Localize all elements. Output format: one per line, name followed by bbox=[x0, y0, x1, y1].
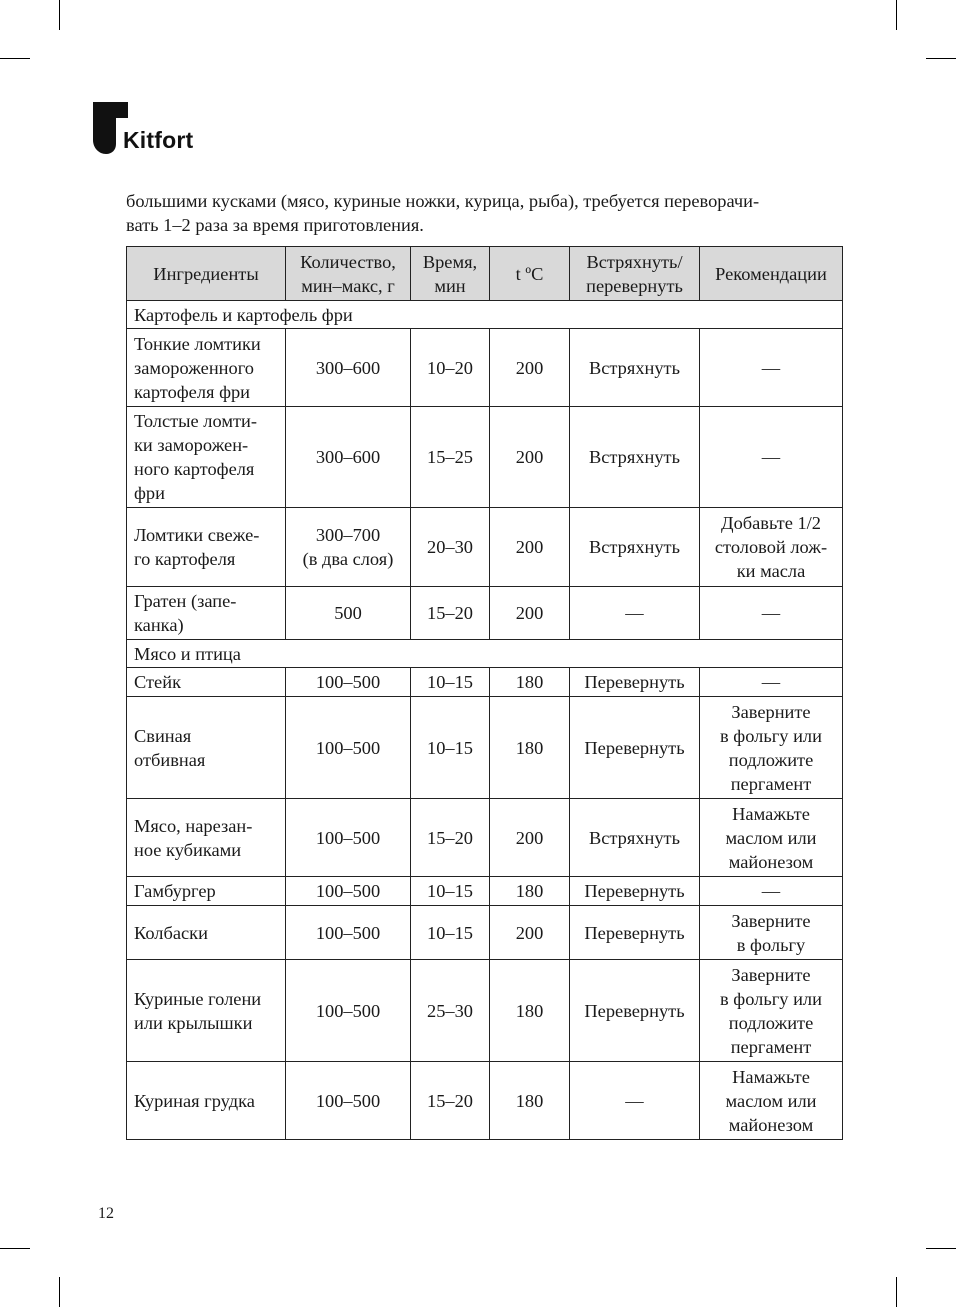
cell-time: 10–20 bbox=[411, 329, 490, 407]
cell-quantity: 100–500 bbox=[286, 877, 411, 906]
header-quantity: Количество, мин–макс, г bbox=[286, 247, 411, 301]
table-row bbox=[127, 960, 843, 1062]
header-time: Время, мин bbox=[411, 247, 490, 301]
cell-quantity: 100–500 bbox=[286, 697, 411, 799]
cell-ingredient: Колбаски bbox=[127, 906, 286, 960]
cell-recommendation: Заверните в фольгу или подложите пергамент bbox=[700, 697, 843, 799]
cell-quantity: 100–500 bbox=[286, 960, 411, 1062]
cell-ingredient: Толстые ломти- ки заморожен- ного картофеля фри bbox=[127, 407, 286, 508]
cell-recommendation: Заверните в фольгу или подложите пергамент bbox=[700, 960, 843, 1062]
cell-recommendation: — bbox=[700, 587, 843, 640]
cell-time: 15–20 bbox=[411, 587, 490, 640]
cell-temperature: 200 bbox=[490, 508, 570, 587]
cell-action: Перевернуть bbox=[570, 877, 700, 906]
header-temperature: t ºC bbox=[490, 247, 570, 301]
header-recommendations: Рекомендации bbox=[700, 247, 843, 301]
cell-recommendation: — bbox=[700, 668, 843, 697]
cell-recommendation: — bbox=[700, 407, 843, 508]
crop-mark-top-left bbox=[0, 58, 30, 59]
cell-temperature: 200 bbox=[490, 799, 570, 877]
table-row bbox=[127, 906, 843, 960]
table-row bbox=[127, 877, 843, 906]
crop-mark-bottom-left bbox=[0, 1248, 30, 1249]
section-title-meat: Мясо и птица bbox=[127, 640, 843, 668]
table-row bbox=[127, 329, 843, 407]
cell-quantity: 100–500 bbox=[286, 1062, 411, 1140]
cell-action: Перевернуть bbox=[570, 697, 700, 799]
cell-temperature: 200 bbox=[490, 906, 570, 960]
cell-ingredient: Гамбургер bbox=[127, 877, 286, 906]
cell-ingredient: Куриные голени или крылышки bbox=[127, 960, 286, 1062]
section-row-potato bbox=[127, 301, 843, 329]
cell-time: 25–30 bbox=[411, 960, 490, 1062]
brand-name: Kitfort bbox=[123, 127, 194, 153]
cell-ingredient: Стейк bbox=[127, 668, 286, 697]
cell-time: 10–15 bbox=[411, 697, 490, 799]
cell-recommendation: Заверните в фольгу bbox=[700, 906, 843, 960]
crop-mark-bottom-right bbox=[896, 1277, 897, 1307]
cell-quantity: 300–600 bbox=[286, 407, 411, 508]
crop-mark-bottom-left bbox=[59, 1277, 60, 1307]
cell-action: Перевернуть bbox=[570, 906, 700, 960]
cell-temperature: 180 bbox=[490, 1062, 570, 1140]
header-action: Встряхнуть/ перевернуть bbox=[570, 247, 700, 301]
cell-quantity: 100–500 bbox=[286, 906, 411, 960]
table-row bbox=[127, 668, 843, 697]
brand-logo bbox=[90, 100, 220, 156]
header-ingredients: Ингредиенты bbox=[127, 247, 286, 301]
cell-temperature: 200 bbox=[490, 407, 570, 508]
cell-ingredient: Куриная грудка bbox=[127, 1062, 286, 1140]
crop-mark-top-right bbox=[926, 58, 956, 59]
intro-text: большими кусками (мясо, куриные ножки, курица, рыба), требуется переворачи- вать 1–2 раза за время приготовления. bbox=[126, 191, 760, 235]
crop-mark-top-left bbox=[59, 0, 60, 30]
section-title-potato: Картофель и картофель фри bbox=[127, 301, 843, 329]
cell-quantity: 100–500 bbox=[286, 799, 411, 877]
cell-recommendation: Намажьте маслом или майонезом bbox=[700, 1062, 843, 1140]
cell-time: 15–25 bbox=[411, 407, 490, 508]
page-number: 12 bbox=[98, 1205, 114, 1222]
cell-quantity: 300–700 (в два слоя) bbox=[286, 508, 411, 587]
section-row-meat bbox=[127, 640, 843, 668]
cell-temperature: 180 bbox=[490, 697, 570, 799]
cell-ingredient: Тонкие ломтики замороженного картофеля фри bbox=[127, 329, 286, 407]
cell-time: 10–15 bbox=[411, 877, 490, 906]
table-row bbox=[127, 799, 843, 877]
cell-quantity: 300–600 bbox=[286, 329, 411, 407]
crop-mark-bottom-right bbox=[926, 1248, 956, 1249]
cell-ingredient: Ломтики свеже- го картофеля bbox=[127, 508, 286, 587]
cell-temperature: 180 bbox=[490, 877, 570, 906]
cell-recommendation: — bbox=[700, 877, 843, 906]
cell-time: 10–15 bbox=[411, 668, 490, 697]
table-row bbox=[127, 1062, 843, 1140]
cell-quantity: 500 bbox=[286, 587, 411, 640]
cell-ingredient: Гратен (запе- канка) bbox=[127, 587, 286, 640]
cell-quantity: 100–500 bbox=[286, 668, 411, 697]
cell-time: 20–30 bbox=[411, 508, 490, 587]
cell-action: Встряхнуть bbox=[570, 407, 700, 508]
cell-recommendation: Намажьте маслом или майонезом bbox=[700, 799, 843, 877]
table-row bbox=[127, 407, 843, 508]
cell-action: Встряхнуть bbox=[570, 329, 700, 407]
cell-ingredient: Свиная отбивная bbox=[127, 697, 286, 799]
cell-action: Встряхнуть bbox=[570, 799, 700, 877]
cell-time: 15–20 bbox=[411, 1062, 490, 1140]
table-header-row bbox=[127, 247, 843, 301]
cell-time: 15–20 bbox=[411, 799, 490, 877]
cell-temperature: 200 bbox=[490, 587, 570, 640]
intro-paragraph bbox=[126, 189, 842, 237]
cell-action: — bbox=[570, 587, 700, 640]
cell-temperature: 180 bbox=[490, 668, 570, 697]
crop-mark-top-right bbox=[896, 0, 897, 30]
cell-action: Перевернуть bbox=[570, 668, 700, 697]
cell-action: Перевернуть bbox=[570, 960, 700, 1062]
cell-temperature: 200 bbox=[490, 329, 570, 407]
cooking-table bbox=[126, 246, 843, 1140]
cell-ingredient: Мясо, нарезан- ное кубиками bbox=[127, 799, 286, 877]
cell-temperature: 180 bbox=[490, 960, 570, 1062]
table-row bbox=[127, 508, 843, 587]
cell-action: — bbox=[570, 1062, 700, 1140]
cell-recommendation: — bbox=[700, 329, 843, 407]
table-row bbox=[127, 587, 843, 640]
cell-recommendation: Добавьте 1/2 столовой лож- ки масла bbox=[700, 508, 843, 587]
table-row bbox=[127, 697, 843, 799]
cell-time: 10–15 bbox=[411, 906, 490, 960]
cell-action: Встряхнуть bbox=[570, 508, 700, 587]
